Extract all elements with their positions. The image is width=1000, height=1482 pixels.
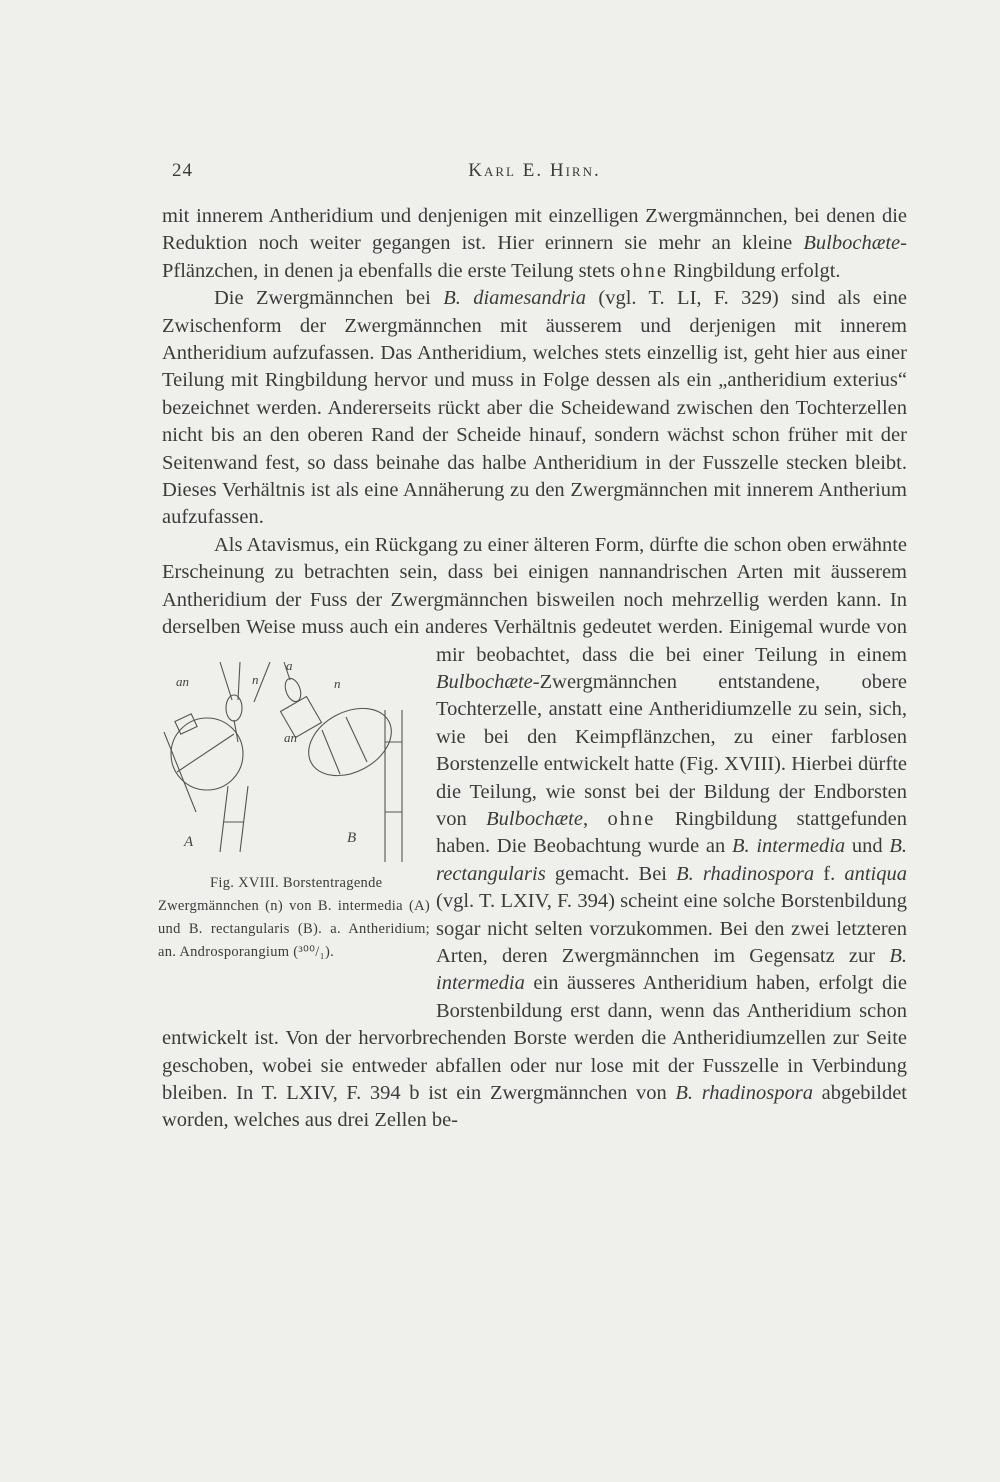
label-an-right: an	[284, 729, 297, 745]
caption-text: Zwergmännchen (n) von B. intermedia (A) und B. rectangularis (B). a. Antheridium; an. Androsporangium (³⁰⁰/₁).	[158, 897, 430, 960]
taxon-name: Bulbochæte	[436, 670, 533, 693]
oogonium-b-band-1	[322, 730, 340, 774]
taxon-name: Bulbochæte	[803, 232, 901, 255]
oogonium-b-band-2	[346, 717, 367, 762]
text-span: gemacht. Bei	[545, 862, 677, 885]
label-an-left: an	[176, 673, 189, 689]
taxon-name: B. rhadinospora	[675, 1082, 813, 1104]
text-span: ,	[582, 807, 608, 830]
text-span: Ringbildung stattgefunden haben. Die Beobachtung wurde an	[436, 807, 908, 858]
foot-a-left	[220, 786, 228, 852]
page-number: 24	[172, 160, 193, 181]
text-span: (vgl. T. LI, F. 329) sind als eine Zwischenform der Zwergmännchen mit äusserem und derjenigen mit innerem Antheridium aufzufassen. Das Antheridium, welches stets einzellig ist, geht hier aus einer Teilung mit Ringbildung hervor und muss in Folge dessen als ein „antheridium exterius“ bezeichnet werden. Andererseits rückt aber die Scheidewand zwischen den Tochterzellen nicht bis an den oberen Rand der Scheide hinauf, sondern wächst schon früher mit der Seitenwand fest, so dass beinahe das halbe Antheridium in der Fusszelle stecken bleibt. Dieses Verhältnis ist als eine Annäherung zu den Zwergmännchen mit innerem Antherium aufzufassen.	[162, 287, 907, 529]
antheridium-cell-a	[226, 695, 242, 721]
text-span: ein äusseres Antheridium haben, erfolgt die Borstenbildung erst dann, wenn das Antheridium schon entwickelt ist. Von der hervorbrechenden Borste werden die Antheridiumzellen zur Seite geschoben, wobei sie entweder abfallen oder nur lose mit der Fusszelle in Verbindung bleiben. In T. LXIV, F. 394 b ist ein Zwergmännchen von	[162, 972, 907, 1104]
bristle-a-inner	[238, 662, 240, 700]
taxon-name: B. intermedia	[731, 835, 846, 858]
taxon-name: antiqua	[844, 862, 908, 885]
taxon-name: B. diamesandria	[443, 287, 586, 310]
taxon-name: B. rectangularis	[436, 835, 908, 885]
bristle-a	[220, 662, 232, 700]
label-A: A	[184, 833, 194, 850]
text-span: f.	[814, 862, 845, 885]
spaced-emphasis: ohne	[620, 259, 669, 282]
androsporangium-a	[175, 713, 197, 733]
text-span: Als Atavismus, ein Rückgang zu einer älteren Form, dürfte die schon oben erwähnte Erscheinung zu betrachten sein, dass bei einigen nannandrischen Arten mit äusserem Antheridium der Fuss der Zwergmännchen bisweilen noch mehrzellig werden kann. In derselben Weise muss auch ein anderes Verhältnis gedeutet werden. Einigemal wurde von mir beobachtet, dass die bei einer Teilung in einem	[162, 533, 907, 666]
paragraph-1	[162, 203, 907, 285]
text-span: Die Zwergmännchen bei	[214, 287, 444, 310]
taxon-name: B. intermedia	[436, 944, 907, 995]
text-span: (vgl. T. LXIV, F. 394) scheint eine solche Borstenbildung sogar nicht selten vorzukommen. Bei den zwei letzteren Arten, deren Zwergmännchen im Gegensatz zur	[436, 890, 907, 967]
text-span: abgebildet worden, welches aus drei Zellen be-	[162, 1082, 907, 1132]
paragraph-2	[162, 285, 907, 532]
oogonium-a-band	[177, 734, 234, 772]
page-header	[162, 160, 907, 190]
taxon-name: B. rhadinospora	[676, 862, 815, 885]
foot-a-right	[240, 786, 248, 852]
text-span: mit innerem Antheridium und denjenigen mit einzelligen Zwergmännchen, bei denen die Reduktion noch weiter gegangen ist. Hier erinnern sie mehr an kleine	[162, 205, 907, 255]
body-text	[158, 203, 908, 1135]
text-span: -Pflänzchen, in denen ja ebenfalls die erste Teilung stets	[162, 232, 907, 282]
oogonium-a	[171, 718, 243, 790]
running-title: Karl E. Hirn.	[468, 160, 601, 181]
label-n-left: n	[252, 671, 259, 687]
label-a: a	[286, 661, 293, 673]
figure-caption	[158, 872, 430, 964]
text-span: -Zwergmännchen entstandene, obere Tochterzelle, anstatt eine Antheridiumzelle zu sein, sich, wie bei den Keimpflänzchen, zu einer farblosen Borstenzelle entwickelt hatte (Fig. XVIII). Hierbei dürfte die Teilung, wie sonst bei der Bildung der Endborsten von	[436, 670, 907, 830]
taxon-name: Bulbochæte	[486, 807, 583, 830]
paragraph-3	[158, 532, 908, 1135]
text-span: Ringbildung erfolgt.	[668, 259, 841, 282]
label-B: B	[347, 829, 357, 846]
label-n-right: n	[334, 675, 341, 691]
spaced-emphasis: ohne	[607, 807, 656, 830]
figure-drawing	[162, 662, 426, 872]
figure-xviii	[158, 642, 430, 1022]
host-a	[164, 732, 196, 812]
caption-first-line: Fig. XVIII. Borstentragende	[210, 874, 383, 891]
text-span: und	[845, 835, 890, 858]
